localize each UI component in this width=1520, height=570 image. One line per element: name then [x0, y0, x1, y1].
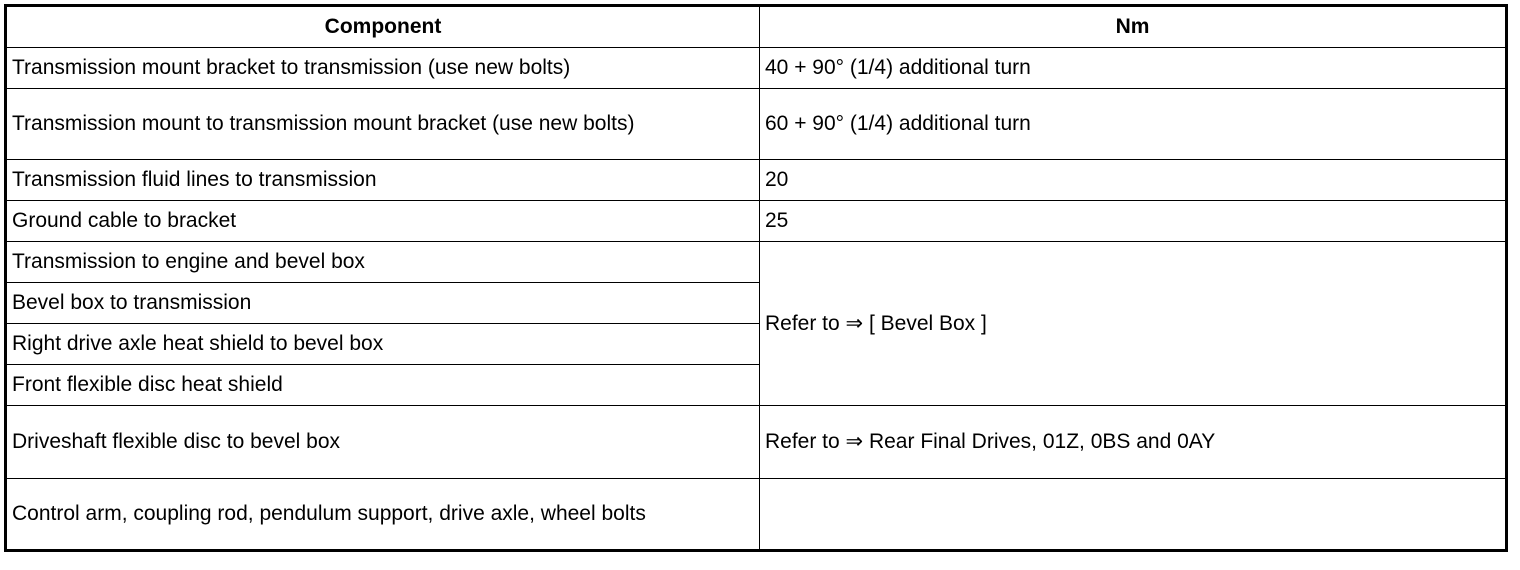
- component-cell: Front flexible disc heat shield: [6, 365, 760, 406]
- table-header-row: [6, 6, 1507, 48]
- torque-value-cell-final-drive-reference: Refer to ⇒ Rear Final Drives, 01Z, 0BS and 0AY: [760, 406, 1507, 479]
- torque-table-container: [4, 4, 1508, 552]
- component-cell: Transmission fluid lines to transmission: [6, 160, 760, 201]
- component-cell: Driveshaft flexible disc to bevel box: [6, 406, 760, 479]
- table-row: [6, 201, 1507, 242]
- torque-value-cell: 20: [760, 160, 1507, 201]
- table-row: [6, 48, 1507, 89]
- table-row: [6, 160, 1507, 201]
- table-row: [6, 406, 1507, 479]
- component-cell: Transmission to engine and bevel box: [6, 242, 760, 283]
- torque-value-cell: 25: [760, 201, 1507, 242]
- component-cell: Transmission mount to transmission mount bracket (use new bolts): [6, 89, 760, 160]
- torque-value-cell: 40 + 90° (1/4) additional turn: [760, 48, 1507, 89]
- component-cell: Bevel box to transmission: [6, 283, 760, 324]
- component-cell: Ground cable to bracket: [6, 201, 760, 242]
- table-row: [6, 479, 1507, 551]
- column-header-nm: Nm: [760, 6, 1507, 48]
- torque-value-cell: [760, 479, 1507, 551]
- torque-value-cell-bevel-box-reference: Refer to ⇒ [ Bevel Box ]: [760, 242, 1507, 406]
- table-row: [6, 242, 1507, 283]
- torque-value-cell: 60 + 90° (1/4) additional turn: [760, 89, 1507, 160]
- component-cell: Control arm, coupling rod, pendulum support, drive axle, wheel bolts: [6, 479, 760, 551]
- component-cell: Right drive axle heat shield to bevel box: [6, 324, 760, 365]
- component-cell: Transmission mount bracket to transmission (use new bolts): [6, 48, 760, 89]
- column-header-component: Component: [6, 6, 760, 48]
- table-row: [6, 89, 1507, 160]
- torque-specifications-table: [4, 4, 1508, 552]
